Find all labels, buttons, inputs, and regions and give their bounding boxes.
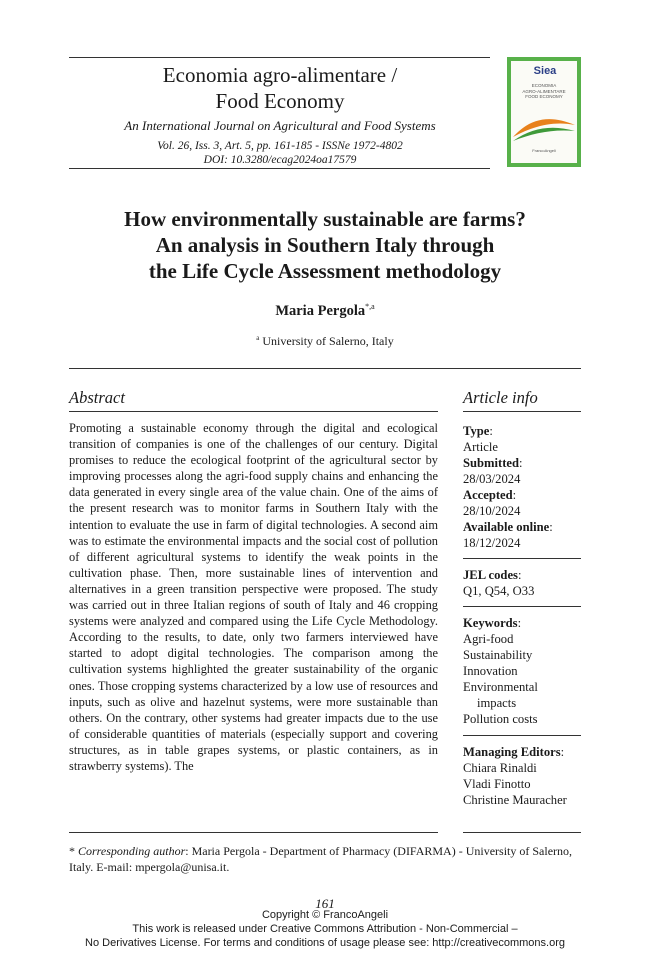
copyright-line: Copyright © FrancoAngeli <box>261 909 389 921</box>
affiliation <box>70 334 580 349</box>
journal-cover-image <box>507 57 581 167</box>
cover-page <box>511 61 577 163</box>
license-line-2: No Derivatives License. For terms and conditions of usage please see: http://creativecommons.org <box>85 937 565 949</box>
info-rule-1 <box>463 558 581 559</box>
submitted-value: 28/03/2024 <box>463 472 521 486</box>
article-info-heading-rule <box>463 411 581 412</box>
cover-text-line: AGRO-ALIMENTARE <box>522 88 566 94</box>
journal-volume-info <box>70 139 490 167</box>
cover-logo: Siea <box>533 65 557 77</box>
article-dates: Type: Article Submitted: 28/03/2024 Accepted: 28/10/2024 Available online: 18/12/2024 <box>463 423 583 551</box>
info-bottom-rule <box>463 832 581 833</box>
cover-publisher: FrancoAngeli <box>532 148 556 153</box>
abstract-heading: Abstract <box>69 388 125 407</box>
jel-codes: JEL codes: Q1, Q54, O33 <box>463 567 583 599</box>
cover-text-line: FOOD ECONOMY <box>525 94 563 99</box>
keyword-item: Environmental <box>463 680 538 694</box>
submitted-label: Submitted <box>463 456 519 470</box>
info-rule-2 <box>463 606 581 607</box>
editor-item: Chiara Rinaldi <box>463 761 537 775</box>
info-rule-3 <box>463 735 581 736</box>
affiliation-text: University of Salerno, Italy <box>262 334 394 348</box>
editor-item: Vladi Finotto <box>463 777 531 791</box>
managing-editors: Managing Editors: Chiara Rinaldi Vladi Finotto Christine Mauracher <box>463 744 583 808</box>
cover-title <box>514 83 574 100</box>
abstract-bottom-rule <box>69 832 438 833</box>
license-line-1: This work is released under Creative Commons Attribution - Non-Commercial – <box>132 923 518 935</box>
paper-title-line2: An analysis in Southern Italy through <box>155 233 495 257</box>
available-online-value: 18/12/2024 <box>463 536 521 550</box>
keyword-item: Innovation <box>463 664 518 678</box>
accepted-value: 28/10/2024 <box>463 504 521 518</box>
paper-title-line1: How environmentally sustainable are farms? <box>124 207 526 231</box>
page-number: 161 <box>315 896 335 911</box>
keyword-item: Sustainability <box>463 648 533 662</box>
cover-swoosh-icon <box>511 113 577 143</box>
journal-title-line2: Food Economy <box>215 89 345 113</box>
footnote-mark: * <box>69 844 75 858</box>
type-value: Article <box>463 440 498 454</box>
affiliation-mark: a <box>256 334 260 342</box>
keyword-item: Pollution costs <box>463 712 538 726</box>
license-notice <box>0 908 650 950</box>
available-online-label: Available online <box>463 520 550 534</box>
keyword-item: impacts <box>477 696 517 710</box>
footnote-text: : Maria Pergola - Department of Pharmacy (DIFARMA) - University of Salerno, Italy. E-mail: mpergola@unisa.it. <box>69 844 573 874</box>
author-marks: *,a <box>365 302 375 311</box>
editor-item: Christine Mauracher <box>463 793 567 807</box>
type-label: Type <box>463 424 490 438</box>
cover-text-line: ECONOMIA <box>531 83 557 88</box>
abstract-heading-rule <box>69 411 438 412</box>
header-bottom-rule <box>69 168 490 169</box>
author-text: Maria Pergola <box>275 302 366 319</box>
keywords: Keywords: Agri-food Sustainability Innovation Environmental impacts Pollution costs <box>463 615 583 727</box>
journal-subtitle: An International Journal on Agricultural and Food Systems <box>124 118 436 133</box>
paper-title <box>70 206 580 284</box>
corresponding-author-footnote <box>69 843 581 875</box>
editors-label: Managing Editors <box>463 745 561 759</box>
volume-line: Vol. 26, Iss. 3, Art. 5, pp. 161-185 - ISSNe 1972-4802 <box>157 140 403 152</box>
header-top-rule <box>69 57 490 58</box>
journal-title-line1: Economia agro-alimentare / <box>162 63 398 87</box>
journal-title <box>70 62 490 114</box>
article-info-heading: Article info <box>463 388 538 407</box>
keyword-item: Agri-food <box>463 632 514 646</box>
abstract-text: Promoting a sustainable economy through the digital and ecological transition of companies is one of the challenges of our century. Digital promises to reduce the ecological footprint of the agricultural sector by improving processes along the agri-food supply chains and enhancing the data generated in every single area of the value chain. One of the aims of the present research was to monitor farms in Southern Italy with the intention to evaluate the use in farm of digital technologies. A second aim was to estimate the environmental impacts and the social cost of pollution of different agricultural systems to identify the weak points in the cultivation phase. Then, more sustainable lines of intervention and alternatives in a green transition perspective were proposed. The study was carried out in three Italian regions of south of Italy and 46 cropping systems were analyzed and compared using the Life Cycle Methodology. According to the results, to date, only two farmers interviewed have started to adopt digital technologies. The comparison among the cultivation systems highlighted the greater sustainability of the organic ones. Those cropping systems characterized by a low use of resources and inputs, such as olive and hazelnut systems, were more sustainable than others. On the contrary, other systems had greater impacts due to the use of considerable quantities of materials (especially support and covering structures, as in table grapes systems, or plastic containers, as in strawberry systems). The <box>69 421 438 773</box>
title-bottom-rule <box>69 368 581 369</box>
jel-label: JEL codes <box>463 568 518 582</box>
keywords-label: Keywords <box>463 616 518 630</box>
doi-line: DOI: 10.3280/ecag2024oa17579 <box>203 154 357 166</box>
accepted-label: Accepted <box>463 488 513 502</box>
author-name <box>70 302 580 320</box>
footnote-label: Corresponding author <box>78 844 186 858</box>
jel-value: Q1, Q54, O33 <box>463 584 535 598</box>
paper-title-line3: the Life Cycle Assessment methodology <box>148 259 502 283</box>
